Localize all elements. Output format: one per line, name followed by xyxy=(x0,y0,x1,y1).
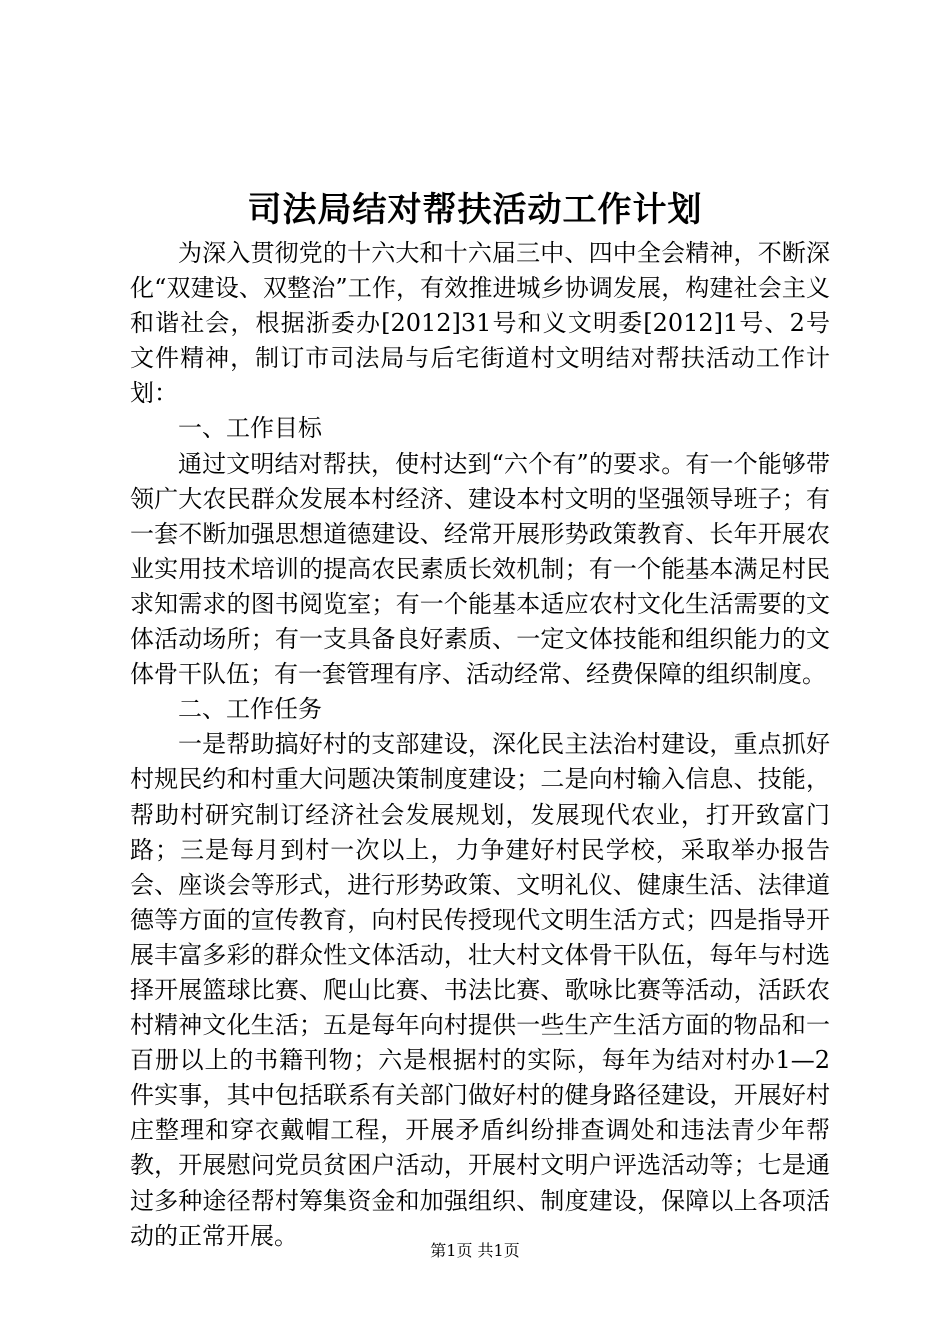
section-heading-tasks: 二、工作任务 xyxy=(178,695,322,724)
section-heading-goals: 一、工作目标 xyxy=(178,414,322,443)
document-title: 司法局结对帮扶活动工作计划 xyxy=(247,190,703,230)
tasks-paragraph: 一是帮助搞好村的支部建设，深化民主法治村建设，重点抓好村规民约和村重大问题决策制度建设；二是向村输入信息、技能，帮助村研究制订经济社会发展规划，发展现代农业，打开致富门路；三是每月到村一次以上，力争建好村民学校，采取举办报告会、座谈会等形式，进行形势政策、文明礼仪、健康生活、法律道德等方面的宣传教育，向村民传授现代文明生活方式；四是指导开展丰富多彩的群众性文体活动，壮大村文体骨干队伍，每年与村选择开展篮球比赛、爬山比赛、书法比赛、歌咏比赛等活动，活跃农村精神文化生活；五是每年向村提供一些生产生活方面的物品和一百册以上的书籍刊物；六是根据村的实际，每年为结对村办1—2件实事，其中包括联系有关部门做好村的健身路径建设，开展好村庄整理和穿衣戴帽工程，开展矛盾纠纷排查调处和违法青少年帮教，开展慰问党员贫困户活动，开展村文明户评选活动等；七是通过多种途径帮村筹集资金和加强组织、制度建设，保障以上各项活动的正常开展。 xyxy=(130,730,830,1250)
page-number-footer: 第1页 共1页 xyxy=(430,1241,520,1260)
document-body xyxy=(130,236,830,1254)
goals-paragraph: 通过文明结对帮扶，使村达到“六个有”的要求。有一个能够带领广大农民群众发展本村经济、建设本村文明的坚强领导班子；有一套不断加强思想道德建设、经常开展形势政策教育、长年开展农业实用技术培训的提高农民素质长效机制；有一个能基本满足村民求知需求的图书阅览室；有一个能基本适应农村文化生活需要的文体活动场所；有一支具备良好素质、一定文体技能和组织能力的文体骨干队伍；有一套管理有序、活动经常、经费保障的组织制度。 xyxy=(130,449,830,689)
intro-paragraph: 为深入贯彻党的十六大和十六届三中、四中全会精神，不断深化“双建设、双整治”工作，有效推进城乡协调发展，构建社会主义和谐社会，根据浙委办[2012]31号和义文明委[2012]1号、2号文件精神，制订市司法局与后宅街道村文明结对帮扶活动工作计划： xyxy=(130,239,830,408)
